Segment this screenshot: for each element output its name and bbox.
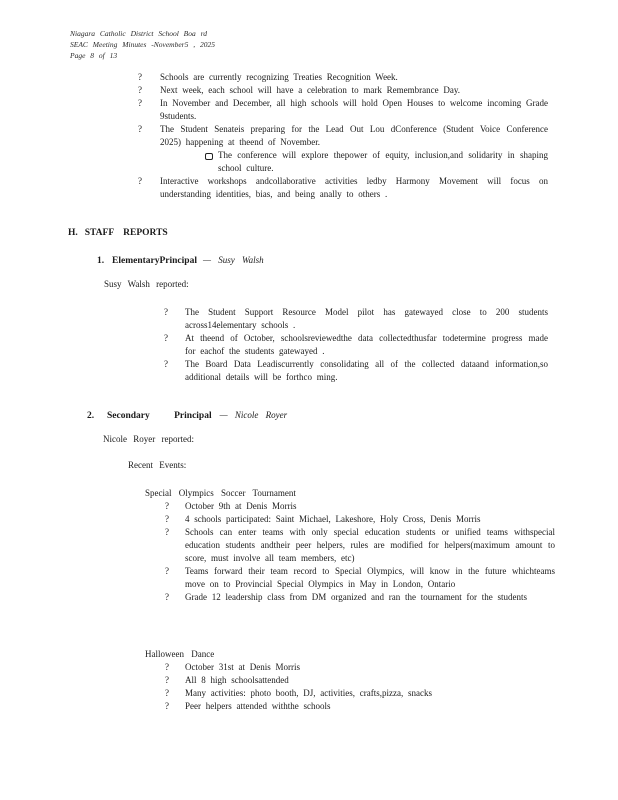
question-bullet: ? bbox=[138, 85, 142, 95]
elementary-principal-list bbox=[164, 306, 548, 384]
list-item bbox=[138, 71, 548, 84]
event-title: Halloween Dance bbox=[145, 649, 215, 659]
list-item bbox=[165, 687, 555, 700]
reported-line: Susy Walsh reported: bbox=[104, 279, 189, 289]
question-bullet: ? bbox=[165, 688, 169, 698]
header-page-number: Page 8 of 13 bbox=[70, 50, 118, 60]
bullet-text: The Board Data Leadiscurrently consolidating all of the collected dataand information,so additional details will be forthco ming. bbox=[185, 359, 548, 382]
question-bullet: ? bbox=[138, 176, 142, 186]
question-bullet: ? bbox=[165, 592, 169, 602]
bullet-text: All 8 high schoolsattended bbox=[185, 675, 289, 685]
recent-events-label: Recent Events: bbox=[128, 460, 187, 470]
bullet-text: Teams forward their team record to Special Olympics, will know in the future whichteams move on to Provincial Special Olympics in May in London, Ontario bbox=[185, 566, 555, 589]
school-updates-list bbox=[138, 71, 548, 201]
list-item bbox=[165, 565, 555, 591]
bullet-text: October 9th at Denis Morris bbox=[185, 501, 297, 511]
bullet-text: Next week, each school will have a celebration to mark Remembrance Day. bbox=[160, 85, 461, 95]
question-bullet: ? bbox=[164, 333, 168, 343]
list-item bbox=[164, 358, 548, 384]
staff-item-secondary-principal bbox=[87, 410, 287, 421]
event-halloween-dance bbox=[145, 648, 555, 713]
sub-list-item bbox=[205, 149, 548, 175]
list-item bbox=[165, 526, 555, 565]
bullet-text: The Student Support Resource Model pilot has gatewayed close to 200 students across14elementary schools . bbox=[185, 307, 548, 330]
bullet-text: Schools can enter teams with only special education students or unified teams withspecial education students andtheir peer helpers, rules are modified for helpers(maximum amount to score, must involve all team members, etc) bbox=[185, 527, 555, 563]
sub-bullet-text: The conference will explore thepower of equity, inclusion,and solidarity in shaping school culture. bbox=[218, 150, 548, 173]
bullet-text: October 31st at Denis Morris bbox=[185, 662, 300, 672]
bullet-text: The Student Senateis preparing for the Lead Out Lou dConference (Student Voice Conference 2025) happening at theend of November. bbox=[160, 124, 548, 147]
bullet-text: Grade 12 leadership class from DM organized and ran the tournament for the students bbox=[185, 592, 527, 602]
question-bullet: ? bbox=[165, 701, 169, 711]
question-bullet: ? bbox=[138, 124, 142, 134]
bullet-text: Interactive workshops andcollaborative activities ledby Harmony Movement will focus on understanding identities, bias, and being anally to others . bbox=[160, 176, 548, 199]
question-bullet: ? bbox=[164, 307, 168, 317]
list-item bbox=[138, 84, 548, 97]
event-title: Special Olympics Soccer Tournament bbox=[145, 488, 296, 498]
list-item bbox=[138, 175, 548, 201]
circle-bullet-icon bbox=[205, 149, 218, 164]
bullet-text: At theend of October, schoolsreviewedthe data collectedthusfar todetermine progress made for eachof the students gatewayed . bbox=[185, 333, 548, 356]
question-bullet: ? bbox=[165, 527, 169, 537]
item-presenter: — Susy Walsh bbox=[202, 255, 264, 265]
list-item bbox=[165, 513, 555, 526]
staff-item-elementary-principal bbox=[97, 255, 264, 266]
list-item bbox=[165, 500, 555, 513]
list-item bbox=[165, 700, 555, 713]
question-bullet: ? bbox=[165, 675, 169, 685]
list-item bbox=[138, 123, 548, 149]
list-item bbox=[165, 674, 555, 687]
section-heading-staff-reports bbox=[68, 228, 168, 238]
question-bullet: ? bbox=[165, 514, 169, 524]
header-meeting-title: SEAC Meeting Minutes -November5 , 2025 bbox=[70, 39, 215, 49]
list-item bbox=[164, 332, 548, 358]
bullet-text: Many activities: photo booth, DJ, activities, crafts,pizza, snacks bbox=[185, 688, 432, 698]
reported-line: Nicole Royer reported: bbox=[103, 434, 194, 444]
question-bullet: ? bbox=[138, 72, 142, 82]
question-bullet: ? bbox=[165, 566, 169, 576]
question-bullet: ? bbox=[165, 662, 169, 672]
item-number: 2. bbox=[87, 411, 95, 421]
item-title: ElementaryPrincipal bbox=[112, 256, 197, 266]
section-title: STAFF REPORTS bbox=[84, 228, 168, 238]
list-item bbox=[138, 97, 548, 123]
event-special-olympics bbox=[145, 487, 555, 604]
bullet-text: Peer helpers attended withthe schools bbox=[185, 701, 331, 711]
section-letter: H. bbox=[68, 228, 78, 238]
item-presenter: — Nicole Royer bbox=[219, 410, 288, 420]
bullet-text: Schools are currently recognizing Treaties Recognition Week. bbox=[160, 72, 398, 82]
page-header bbox=[70, 29, 215, 61]
list-item bbox=[165, 661, 555, 674]
question-bullet: ? bbox=[164, 359, 168, 369]
header-board-name: Niagara Catholic District School Boa rd bbox=[70, 29, 208, 38]
item-title: Secondary Principal bbox=[107, 411, 212, 421]
bullet-text: In November and December, all high schools will hold Open Houses to welcome incoming Grade 9students. bbox=[160, 98, 548, 121]
question-bullet: ? bbox=[165, 501, 169, 511]
list-item bbox=[164, 306, 548, 332]
list-item bbox=[165, 591, 555, 604]
item-number: 1. bbox=[97, 256, 105, 266]
bullet-text: 4 schools participated: Saint Michael, Lakeshore, Holy Cross, Denis Morris bbox=[185, 514, 481, 524]
question-bullet: ? bbox=[138, 98, 142, 108]
